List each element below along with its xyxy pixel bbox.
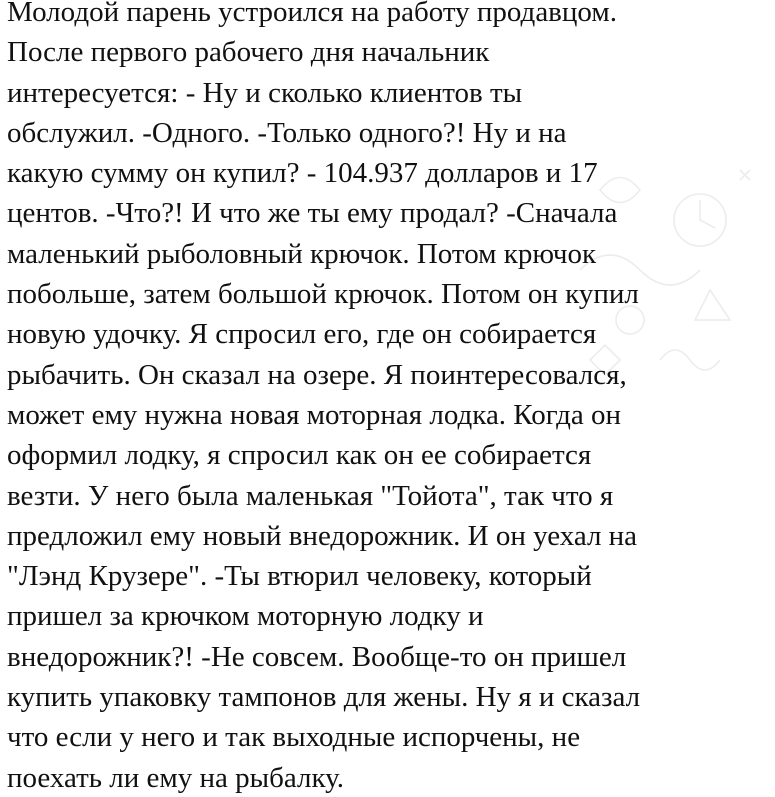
text-line: везти. У него была маленькая "Тойота", так что я — [7, 479, 614, 512]
text-line: может ему нужна новая моторная лодка. Когда он — [7, 398, 622, 431]
story-text — [7, 0, 775, 797]
text-line: центов. -Что?! И что же ты ему продал? -Сначала — [7, 197, 618, 230]
text-line: оформил лодку, я спросил как он ее собирается — [7, 439, 592, 472]
text-line: купить упаковку тампонов для жены. Ну я и сказал — [7, 681, 641, 714]
text-line: "Лэнд Крузере". -Ты втюрил человеку, который — [7, 560, 592, 593]
text-line: какую сумму он купил? - 104.937 долларов и 17 — [7, 157, 598, 190]
text-line: маленький рыболовный крючок. Потом крючок — [7, 237, 597, 270]
text-line: новую удочку. Я спросил его, где он собирается — [7, 318, 597, 351]
text-line: поехать ли ему на рыбалку. — [7, 761, 344, 794]
text-line: После первого рабочего дня начальник — [7, 36, 490, 69]
text-line: обслужил. -Одного. -Только одного?! Ну и на — [7, 116, 567, 149]
text-line: что если у него и так выходные испорчены, не — [7, 721, 581, 754]
text-line: пришел за крючком моторную лодку и — [7, 600, 484, 633]
text-line: предложил ему новый внедорожник. И он уехал на — [7, 519, 638, 552]
text-line: Молодой парень устроился на работу продавцом. — [7, 0, 617, 28]
text-line: внедорожник?! -Не совсем. Вообще-то он пришел — [7, 640, 627, 673]
text-line: интересуется: - Ну и сколько клиентов ты — [7, 76, 523, 109]
text-line: побольше, затем большой крючок. Потом он купил — [7, 278, 639, 311]
text-line: рыбачить. Он сказал на озере. Я поинтересовался, — [7, 358, 627, 391]
